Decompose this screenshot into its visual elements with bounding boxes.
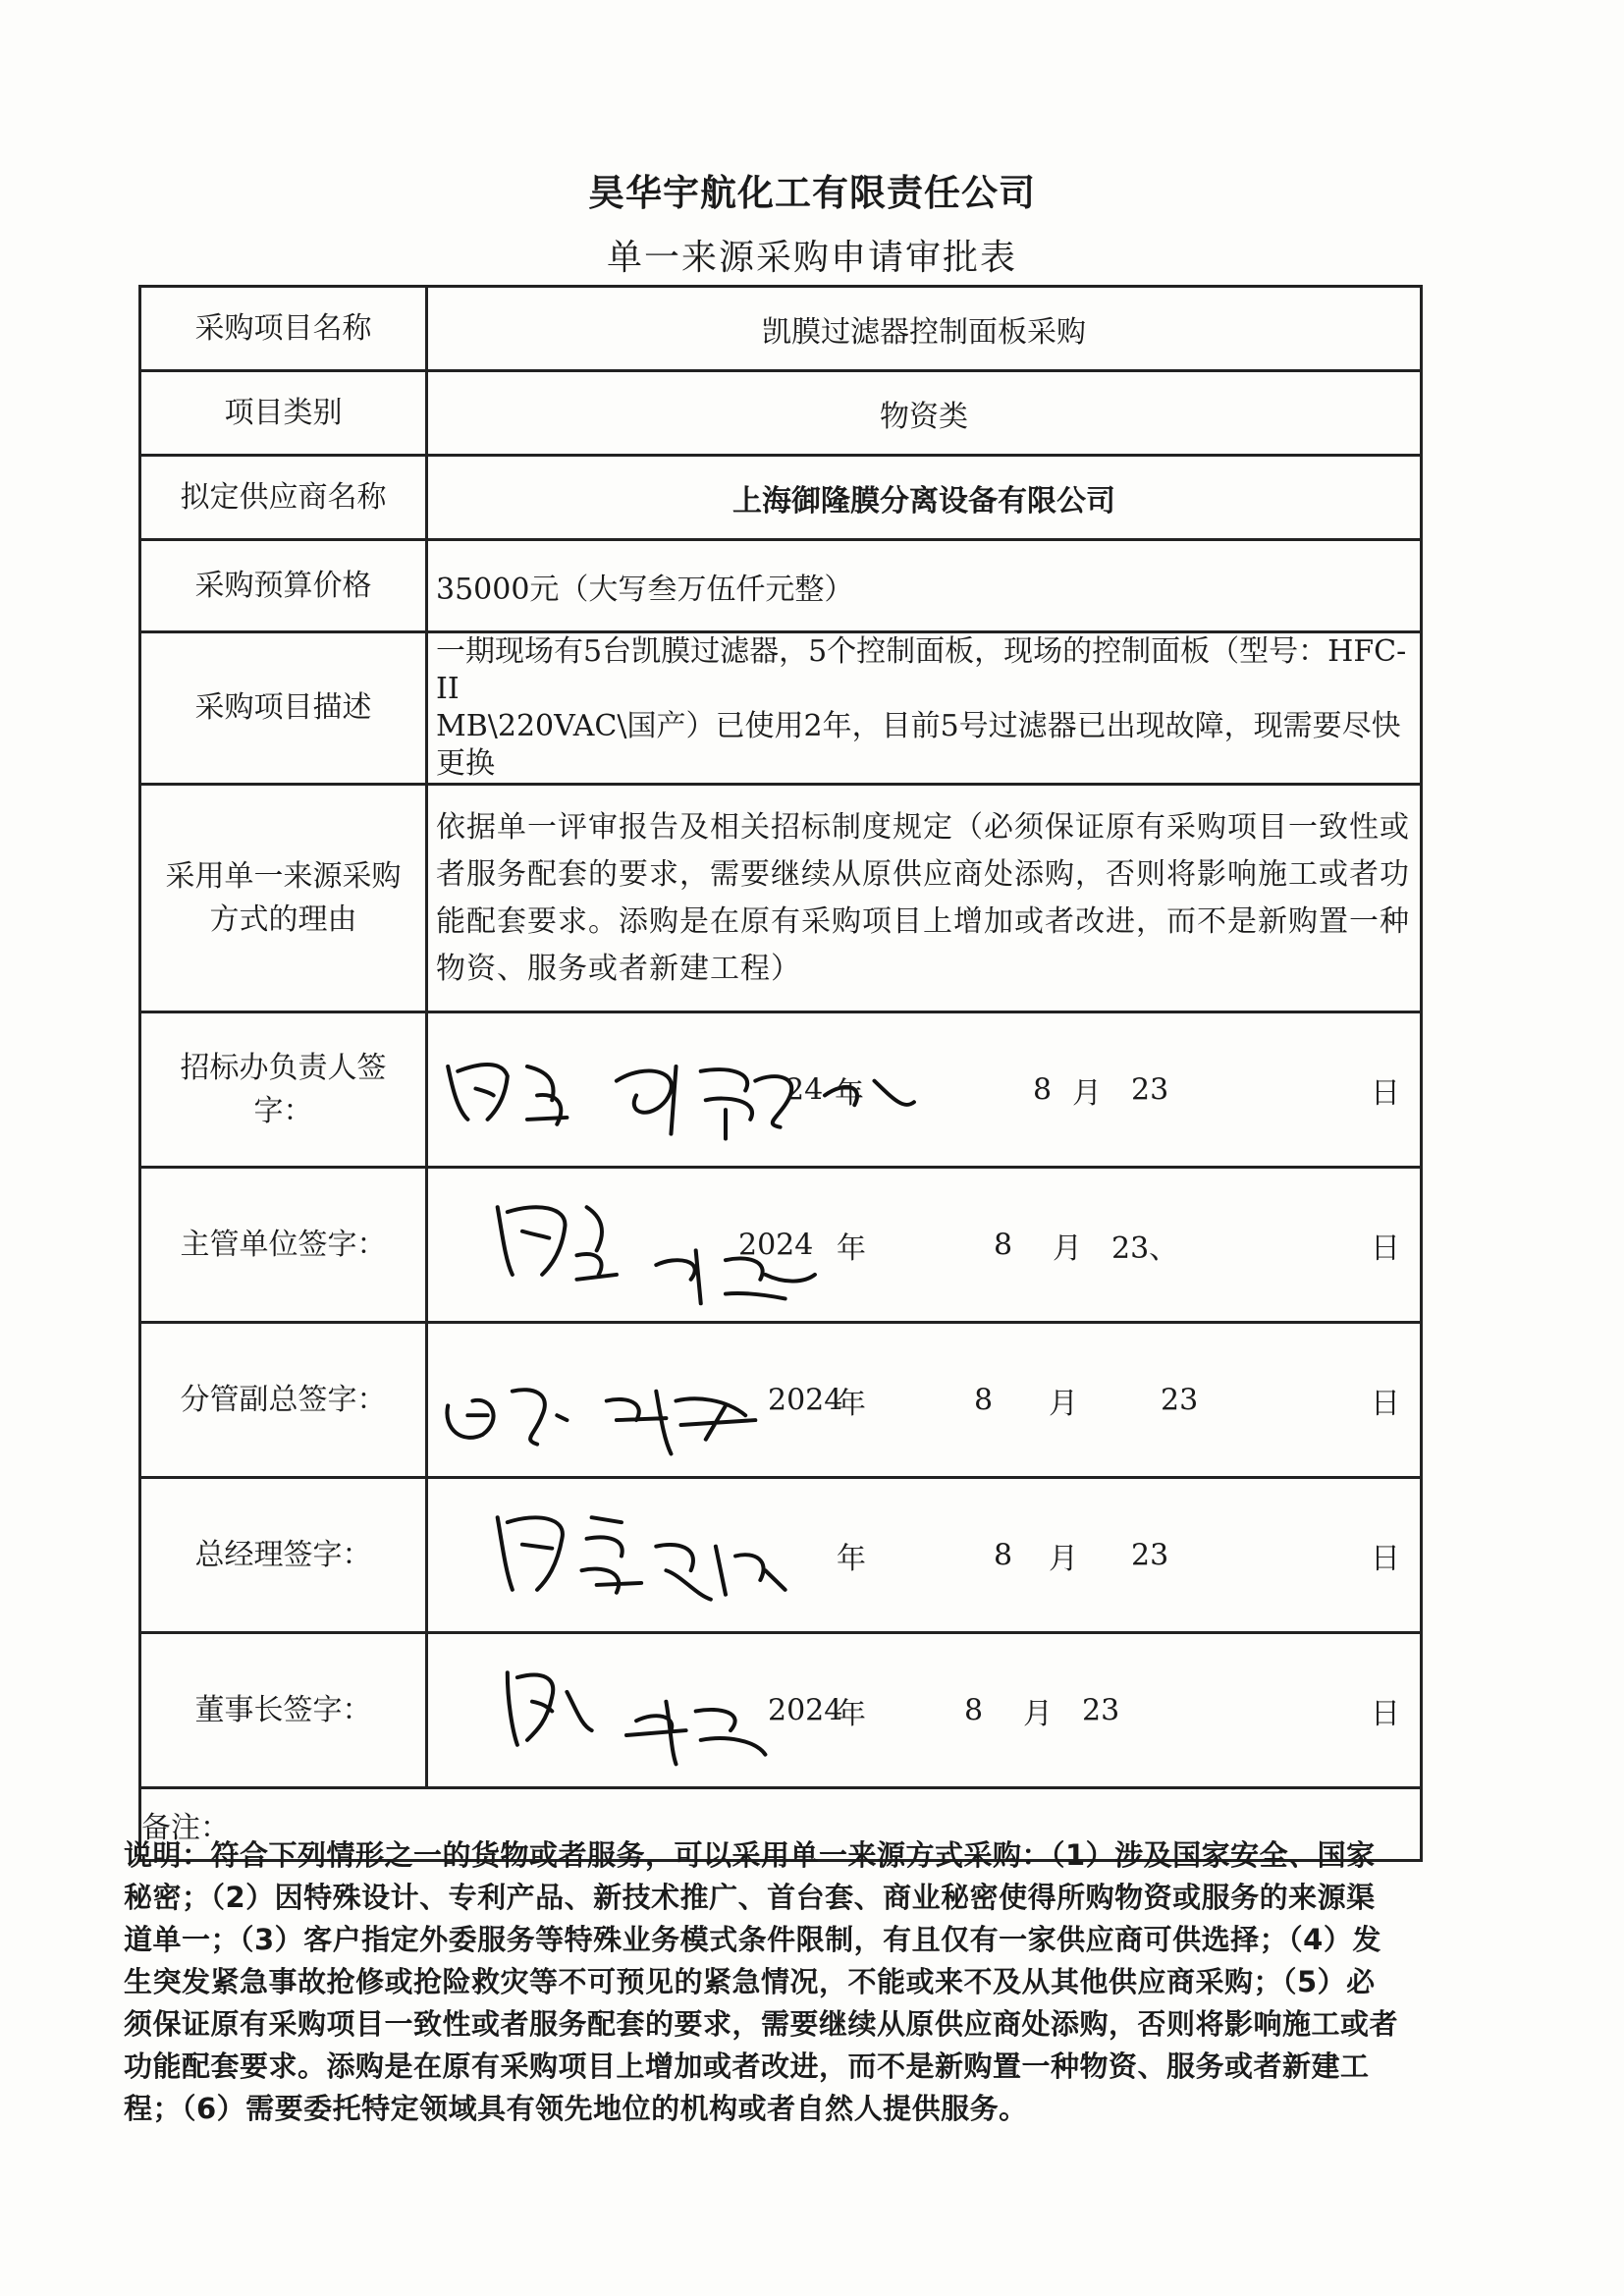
sig-label: [140, 1633, 427, 1788]
signature-row-gm: [140, 1478, 1422, 1633]
remark-label: 备注：: [141, 1810, 230, 1845]
date-month-unit: 月: [1023, 1696, 1053, 1731]
row-supplier: [140, 456, 1422, 540]
signature-row-department: [140, 1168, 1422, 1323]
date-month-unit: 月: [1072, 1075, 1102, 1111]
date-day-handwritten: 23: [1131, 1072, 1169, 1107]
date-day-handwritten: 23、: [1111, 1230, 1179, 1266]
signature-area: [427, 1633, 1422, 1788]
date-year-handwritten: 2024: [738, 1228, 814, 1262]
label-reason-line-2: 方式的理由: [209, 902, 357, 937]
sig-label-line-1: 董事长签字：: [194, 1692, 372, 1727]
label-reason-line-1: 采用单一来源采购: [165, 858, 402, 894]
sig-label: [140, 1168, 427, 1323]
date-day-handwritten: 23: [1131, 1538, 1169, 1572]
label-reason: [140, 785, 427, 1012]
value-category: 物资类: [427, 371, 1422, 456]
date-year-handwritten: 2024: [768, 1693, 843, 1727]
date-year-unit: 年: [837, 1230, 866, 1266]
row-description: [140, 632, 1422, 785]
signature-area: [427, 1168, 1422, 1323]
date-year-unit: 年: [837, 1541, 866, 1576]
date-day-unit: 日: [1371, 1541, 1400, 1576]
date-year-unit: 年: [835, 1075, 864, 1111]
signature-area: [427, 1323, 1422, 1478]
date-month-unit: 月: [1049, 1541, 1078, 1576]
approval-table: [138, 285, 1423, 1862]
date-day-unit: 日: [1371, 1230, 1400, 1266]
date-month-handwritten: 8: [964, 1693, 984, 1727]
description-line-1: 一期现场有5台凯膜过滤器，5个控制面板，现场的控制面板（型号：HFC-II: [436, 634, 1407, 706]
row-budget: [140, 540, 1422, 632]
sig-label-line-1: 招标办负责人签: [180, 1050, 387, 1085]
label-item-name: 采购项目名称: [140, 287, 427, 371]
description-line-2: MB\220VAC\国产）已使用2年，目前5号过滤器已出现故障，现需要尽快更换: [436, 709, 1401, 781]
row-item-name: [140, 287, 1422, 371]
signature-row-bidding-office: [140, 1012, 1422, 1168]
sig-label-line-1: 分管副总签字：: [180, 1382, 387, 1417]
date-year-unit: 年: [837, 1696, 866, 1731]
date-month-handwritten: 8: [994, 1228, 1013, 1262]
date-day-unit: 日: [1371, 1075, 1400, 1111]
date-month-handwritten: 8: [1033, 1072, 1053, 1107]
date-month-handwritten: 8: [974, 1383, 994, 1417]
label-category: 项目类别: [140, 371, 427, 456]
signature-area: [427, 1478, 1422, 1633]
signature-date: [444, 1169, 1406, 1321]
value-supplier: 上海御隆膜分离设备有限公司: [427, 456, 1422, 540]
date-month-unit: 月: [1053, 1230, 1082, 1266]
date-day-handwritten: 23: [1161, 1383, 1199, 1417]
sig-label: [140, 1478, 427, 1633]
sig-label-line-1: 总经理签字：: [194, 1537, 372, 1572]
footnote: 说明：符合下列情形之一的货物或者服务，可以采用单一来源方式采购：（1）涉及国家安全、国家秘密；（2）因特殊设计、专利产品、新技术推广、首台套、商业秘密使得所购物资或服务的来源渠道单一；（3）客户指定外委服务等特殊业务模式条件限制，有且仅有一家供应商可供选择；（4）发生突发紧急事故抢修或抢险救灾等不可预见的紧急情况，不能或来不及从其他供应商采购；（5）必须保证原有采购项目一致性或者服务配套的要求，需要继续从原供应商处添购，否则将影响施工或者功能配套要求。添购是在原有采购项目上增加或者改进，而不是新购置一种物资、服务或者新建工程；（6）需要委托特定领域具有领先地位的机构或者自然人提供服务。: [124, 1838, 1399, 2125]
date-month-handwritten: 8: [994, 1538, 1013, 1572]
value-description: [427, 632, 1422, 785]
label-description: 采购项目描述: [140, 632, 427, 785]
label-budget: 采购预算价格: [140, 540, 427, 632]
signature-row-vp: [140, 1323, 1422, 1478]
signature-date: [444, 1324, 1406, 1476]
sig-label: [140, 1323, 427, 1478]
company-name: 昊华宇航化工有限责任公司: [588, 172, 1036, 214]
date-day-handwritten: 23: [1082, 1693, 1120, 1727]
form-title: 单一来源采购申请审批表: [606, 238, 1017, 278]
date-day-unit: 日: [1371, 1696, 1400, 1731]
row-reason: [140, 785, 1422, 1012]
signature-date: [444, 1479, 1406, 1631]
row-category: [140, 371, 1422, 456]
signature-row-chairman: [140, 1633, 1422, 1788]
value-item-name: 凯膜过滤器控制面板采购: [427, 287, 1422, 371]
value-budget: 35000元（大写叁万伍仟元整）: [427, 540, 1422, 632]
signature-date: [444, 1634, 1406, 1786]
value-reason: 依据单一评审报告及相关招标制度规定（必须保证原有采购项目一致性或者服务配套的要求，需要继续从原供应商处添购，否则将影响施工或者功能配套要求。添购是在原有采购项目上增加或者改进，而不是新购置一种物资、服务或者新建工程）: [427, 785, 1422, 1012]
sig-label-line-2: 字：: [253, 1093, 313, 1128]
date-year-unit: 年: [837, 1386, 866, 1421]
signature-area: [427, 1012, 1422, 1168]
date-year-handwritten: 2024: [768, 1383, 843, 1417]
date-year-handwritten: 24: [785, 1072, 824, 1107]
date-month-unit: 月: [1049, 1386, 1078, 1421]
signature-date: [444, 1013, 1406, 1166]
date-day-unit: 日: [1371, 1386, 1400, 1421]
label-supplier: 拟定供应商名称: [140, 456, 427, 540]
sig-label-line-1: 主管单位签字：: [180, 1227, 387, 1262]
sig-label: [140, 1012, 427, 1168]
